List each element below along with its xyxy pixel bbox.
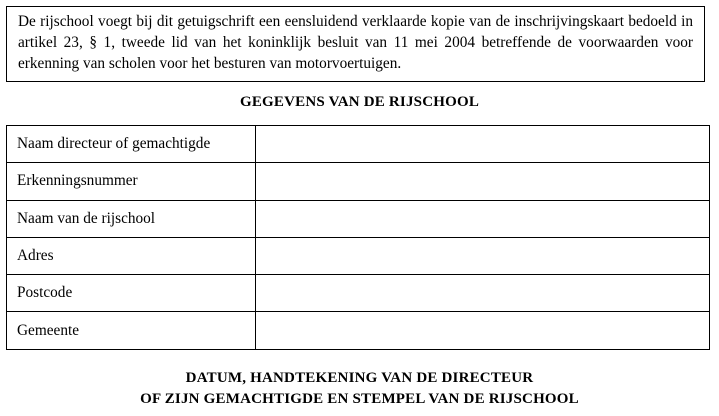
signature-section-title xyxy=(0,368,719,410)
driving-school-data-table xyxy=(6,125,710,350)
table-row-postcode xyxy=(7,275,710,312)
postcode-field[interactable] xyxy=(256,275,710,312)
municipality-field[interactable] xyxy=(256,312,710,349)
table-row-municipality xyxy=(7,312,710,349)
director-name-label: Naam directeur of gemachtigde xyxy=(7,126,256,163)
intro-notice-text: De rijschool voegt bij dit getuigschrift een eensluidend verklaarde kopie van de inschrijvingskaart bedoeld in artikel 23, § 1, tweede lid van het koninklijk besluit van 11 mei 2004 betreffende de voorwaarden voor erkenning van scholen voor het besturen van motorvoertuigen. xyxy=(18,13,693,72)
signature-title-line-2: OF ZIJN GEMACHTIGDE EN STEMPEL VAN DE RIJSCHOOL xyxy=(140,391,579,407)
accreditation-number-label: Erkenningsnummer xyxy=(7,163,256,200)
table-row-director-name xyxy=(7,126,710,163)
section-title: GEGEVENS VAN DE RIJSCHOOL xyxy=(239,94,480,110)
address-label: Adres xyxy=(7,237,256,274)
signature-title-line-1: DATUM, HANDTEKENING VAN DE DIRECTEUR xyxy=(185,370,534,386)
school-name-label: Naam van de rijschool xyxy=(7,200,256,237)
table-row-address xyxy=(7,237,710,274)
postcode-label: Postcode xyxy=(7,275,256,312)
accreditation-number-field[interactable] xyxy=(256,163,710,200)
intro-notice-box xyxy=(6,6,705,82)
director-name-field[interactable] xyxy=(256,126,710,163)
table-row-accreditation-number xyxy=(7,163,710,200)
municipality-label: Gemeente xyxy=(7,312,256,349)
address-field[interactable] xyxy=(256,237,710,274)
table-row-school-name xyxy=(7,200,710,237)
school-name-field[interactable] xyxy=(256,200,710,237)
